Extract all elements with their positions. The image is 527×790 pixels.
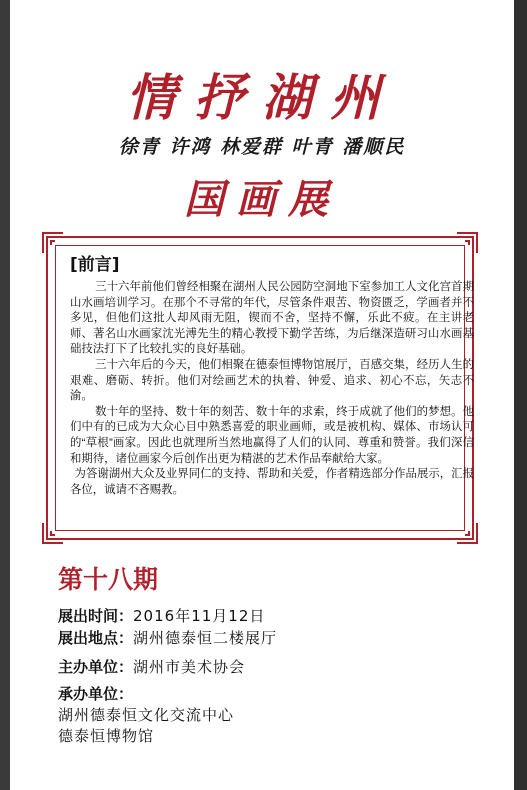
- poster: [10, 0, 514, 790]
- exhibit-time: [58, 605, 265, 626]
- organizer-unit-value: 德泰恒博物馆: [58, 727, 155, 745]
- host-unit-label: 主办单位：: [58, 658, 134, 676]
- corner-ornament-icon: [456, 232, 478, 254]
- window-edge: [514, 0, 527, 790]
- preface-text: [70, 280, 474, 498]
- poster-subtitle: 国画展: [184, 176, 340, 223]
- corner-ornament-icon: [42, 522, 64, 544]
- exhibit-place-label: 展出地点：: [58, 629, 134, 647]
- host-unit-value: 湖州市美术协会: [133, 658, 246, 676]
- preface-paragraph: 三十六年前他们曾经相聚在湖州人民公园防空洞地下室参加工人文化宫首期山水画培训学习。在那个不寻常的年代，尽管条件艰苦、物资匮乏，学画者并不多见，但他们这批人却风雨无阻，锲而不舍，坚持不懈，乐此不疲。在主讲老师、著名山水画家沈光溥先生的精心教授下勤学苦练，为后继深造研习山水画基础技法打下了比较扎实的良好基础。: [70, 281, 474, 356]
- preface-heading: [前言]: [70, 255, 120, 275]
- organizer-unit-label: 承办单位：: [58, 685, 134, 703]
- corner-ornament-icon: [42, 232, 64, 254]
- corner-ornament-icon: [456, 522, 478, 544]
- poster-title: 情抒湖州: [126, 68, 398, 127]
- issue-number: 第十八期: [58, 565, 159, 594]
- exhibit-time-label: 展出时间：: [58, 607, 134, 625]
- exhibit-time-value: 2016年11月12日: [133, 607, 266, 625]
- preface-paragraph: 为答谢湖州大众及业界同仁的支持、帮助和关爱，作者精选部分作品展示，汇报各位，诚请不吝赐教。: [70, 468, 474, 496]
- exhibit-place-value: 湖州德泰恒二楼展厅: [133, 629, 278, 647]
- host-unit: [58, 656, 245, 677]
- exhibit-place: [58, 627, 277, 648]
- organizer-unit: [58, 684, 234, 747]
- artist-names: 徐青 许鸿 林爱群 叶青 潘顺民: [118, 136, 406, 158]
- organizer-unit-value: 湖州德泰恒文化交流中心: [58, 706, 235, 724]
- preface-paragraph: 三十六年后的今天，他们相聚在德泰恒博物馆展厅，百感交集，经历人生的艰难、磨砺、转折。他们对绘画艺术的执着、钟爱、追求、初心不忘，矢志不渝。: [70, 358, 474, 403]
- preface-paragraph: 数十年的坚持、数十年的刻苦、数十年的求索，终于成就了他们的梦想。他们中有的已成为大众心目中熟悉喜爱的职业画师，或是被机构、媒体、市场认可的“草根”画家。因此也就理所当然地赢得了人们的认同、尊重和赞誉。我们深信和期待，诸位画家今后创作出更为精湛的艺术作品奉献给大家。: [70, 405, 474, 465]
